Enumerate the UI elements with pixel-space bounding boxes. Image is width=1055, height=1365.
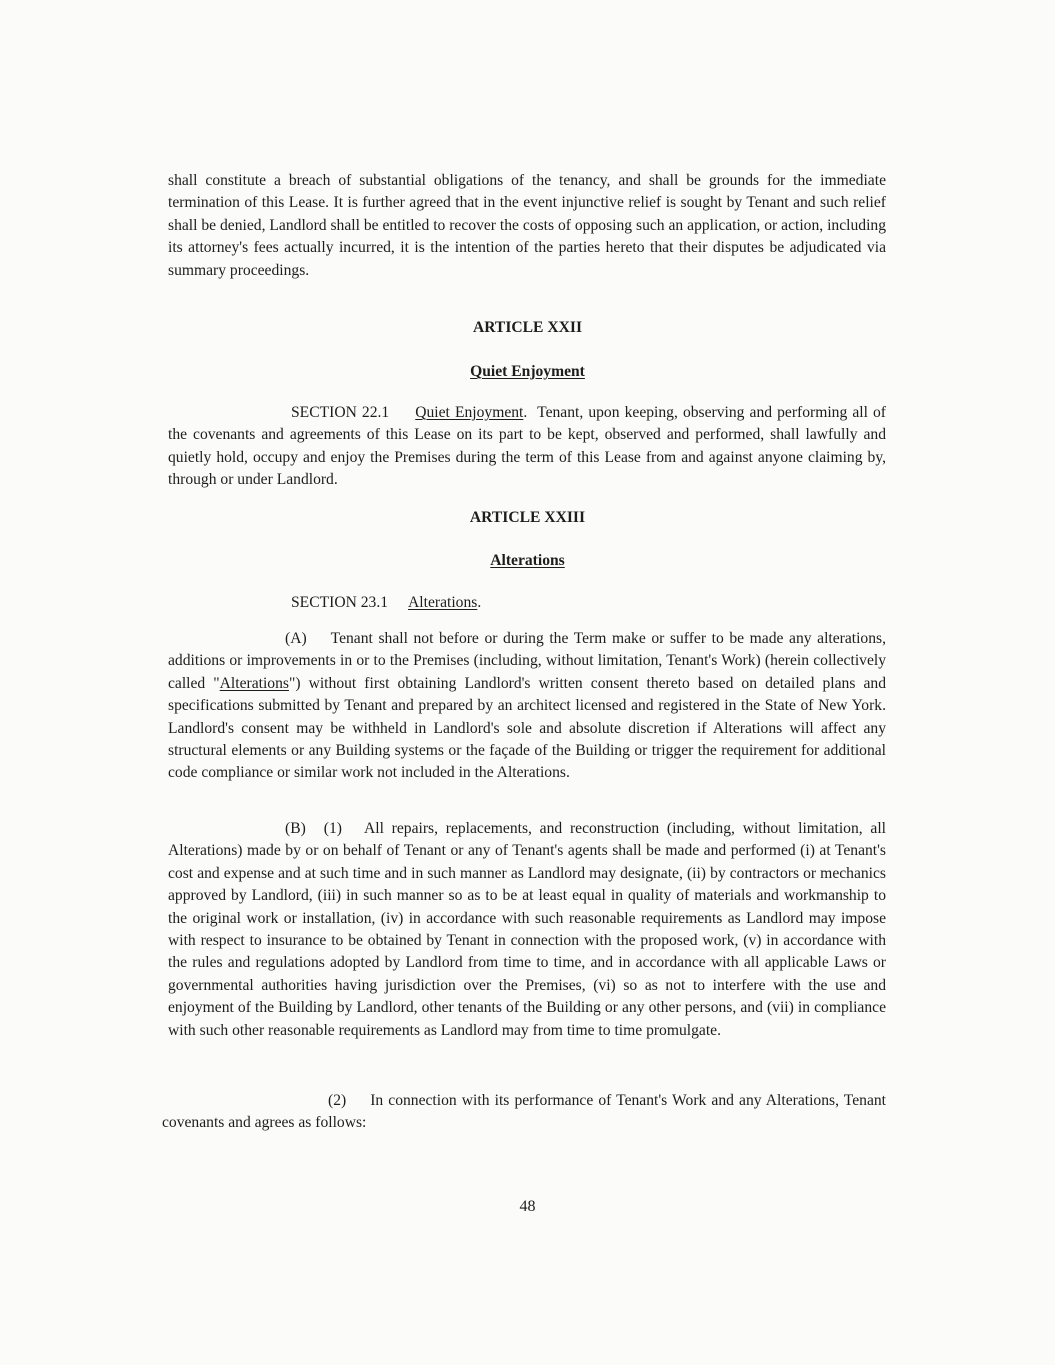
paragraph-b1 — [168, 818, 886, 1042]
section-23-1 — [291, 592, 791, 614]
article-23-title: ARTICLE XXIII — [469, 509, 586, 526]
article-22-subtitle: Quiet Enjoyment — [470, 363, 585, 380]
section-22-1-heading: Quiet Enjoyment — [415, 404, 524, 421]
intro-paragraph: shall constitute a breach of substantial obligations of the tenancy, and shall be grounds for the immediate termination of this Lease. It is further agreed that in the event injunctive relief is sought by Tenant and such relief shall be denied, Landlord shall be entitled to recover the costs of opposing such an application, or action, including its attorney's fees actually incurred, it is the intention of the parties hereto that their disputes be adjudicated via summary proceedings. — [168, 172, 886, 279]
page-number: 48 — [519, 1198, 536, 1215]
paragraph-a-label: (A) — [285, 630, 307, 647]
paragraph-a — [168, 628, 886, 785]
section-22-1 — [168, 402, 886, 492]
paragraph-b2 — [162, 1090, 886, 1135]
paragraph-b2-text: In connection with its performance of Tenant's Work and any Alterations, Tenant covenants and agrees as follows: — [162, 1092, 886, 1132]
article-22-title: ARTICLE XXII — [472, 319, 583, 336]
section-23-1-number: SECTION 23.1 — [291, 594, 389, 611]
article-23-subtitle: Alterations — [490, 552, 565, 569]
section-22-1-punct: . — [523, 404, 528, 421]
paragraph-a-defined-term: Alterations — [219, 674, 289, 692]
paragraph-a-text-before: Tenant shall not before or during the Term make or suffer to be made any alterations, additions or improvements in or to the Premises (including, without limitation, Tenant's Work) (herein collectively called " — [168, 630, 886, 692]
section-22-1-text: Tenant, upon keeping, observing and performing all of the covenants and agreements of this Lease on its part to be kept, observed and performed, shall lawfully and quietly hold, occupy and enjoy the Premises during the term of this Lease from and against anyone claiming by, through or under Landlord. — [168, 404, 886, 489]
section-22-1-number: SECTION 22.1 — [291, 404, 390, 421]
paragraph-b1-text: All repairs, replacements, and reconstruction (including, without limitation, all Alterations) made by or on behalf of Tenant or any of Tenant's agents shall be made and performed (i) at Tenant's cost and expense and at such time and in such manner as Landlord may designate, (ii) by contractors or mechanics approved by Landlord, (iii) in such manner so as to be at least equal in quality of materials and workmanship to the original work or installation, (iv) in accordance with such reasonable requirements as Landlord may impose with respect to insurance to be obtained by Tenant in connection with the proposed work, (v) in accordance with the rules and regulations adopted by Landlord from time to time, and in accordance with all applicable Laws or governmental authorities having jurisdiction over the Premises, (vi) so as not to interfere with the use and enjoyment of the Building by Landlord, other tenants of the Building or any other persons, and (vii) in compliance with such other reasonable requirements as Landlord may from time to time promulgate. — [168, 820, 886, 1039]
paragraph-b-label: (B) — [285, 820, 306, 837]
paragraph-a-text-after: ") without first obtaining Landlord's written consent thereto based on detailed plans and specifications submitted by Tenant and prepared by an architect licensed and registered in the State of New York. Landlord's consent may be withheld in Landlord's sole and absolute discretion if Alterations will affect any structural elements or any Building systems or the façade of the Building or trigger the requirement for additional code compliance or similar work not included in the Alterations. — [168, 674, 887, 782]
section-23-1-punct: . — [477, 594, 482, 611]
section-23-1-heading: Alterations — [408, 594, 478, 611]
paragraph-b2-label: (2) — [328, 1092, 347, 1109]
paragraph-b1-sublabel: (1) — [323, 820, 342, 837]
